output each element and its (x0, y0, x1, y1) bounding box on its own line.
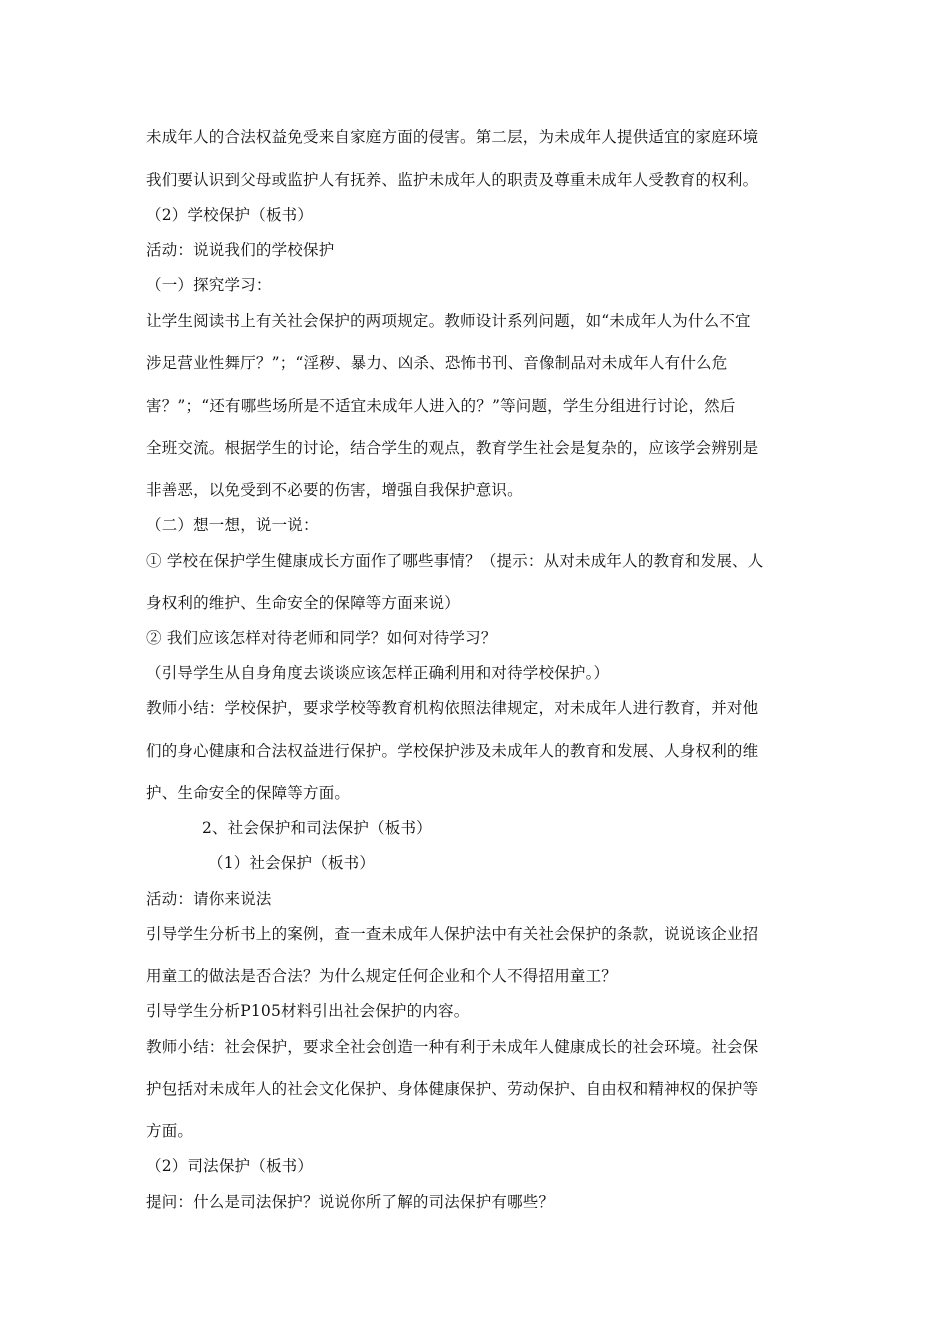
paragraph-line: 用童工的做法是否合法？为什么规定任何企业和个人不得招用童工？ (146, 967, 618, 985)
question-line: 身权利的维护、生命安全的保障等方面来说） (146, 594, 461, 612)
paragraph-line: 我们要认识到父母或监护人有抚养、监护未成年人的职责及尊重未成年人受教育的权利。 (146, 171, 759, 189)
paragraph-line: 涉足营业性舞厅？”；“淫秽、暴力、凶杀、恐怖书刊、音像制品对未成年人有什么危 (146, 354, 728, 372)
summary-line: 护、生命安全的保障等方面。 (146, 784, 351, 802)
section-heading: （1）社会保护（板书） (208, 854, 376, 872)
paragraph-line: 害？”；“还有哪些场所是不适宜未成年人进入的？”等问题，学生分组进行讨论，然后 (146, 397, 736, 415)
paragraph-line: 引导学生分析书上的案例，查一查未成年人保护法中有关社会保护的条款，说说该企业招 (146, 925, 759, 943)
subsection-heading: （二）想一想，说一说： (146, 516, 319, 534)
summary-line: 方面。 (146, 1122, 194, 1140)
summary-line: 们的身心健康和合法权益进行保护。学校保护涉及未成年人的教育和发展、人身权利的维 (146, 742, 759, 760)
summary-line: 教师小结：学校保护，要求学校等教育机构依照法律规定，对未成年人进行教育，并对他 (146, 699, 759, 717)
paragraph-line: 引导学生分析P105材料引出社会保护的内容。 (146, 1002, 470, 1020)
paragraph-line: 让学生阅读书上有关社会保护的两项规定。教师设计系列问题，如“未成年人为什么不宜 (146, 312, 751, 330)
section-heading: （2）学校保护（板书） (146, 206, 314, 224)
summary-line: 护包括对未成年人的社会文化保护、身体健康保护、劳动保护、自由权和精神权的保护等 (146, 1080, 759, 1098)
paragraph-line: 未成年人的合法权益免受来自家庭方面的侵害。第二层，为未成年人提供适宜的家庭环境 (146, 128, 759, 146)
section-heading: （2）司法保护（板书） (146, 1157, 314, 1175)
question-line: ① 学校在保护学生健康成长方面作了哪些事情？（提示：从对未成年人的教育和发展、人 (146, 552, 764, 570)
note-line: （引导学生从自身角度去谈谈应该怎样正确利用和对待学校保护。） (146, 664, 610, 682)
paragraph-line: 非善恶，以免受到不必要的伤害，增强自我保护意识。 (146, 481, 523, 499)
activity-label: 活动：说说我们的学校保护 (146, 241, 335, 259)
question-line: ② 我们应该怎样对待老师和同学？如何对待学习？ (146, 629, 497, 647)
subsection-heading: （一）探究学习： (146, 276, 272, 294)
section-heading: 2、社会保护和司法保护（板书） (202, 819, 432, 837)
paragraph-line: 全班交流。根据学生的讨论，结合学生的观点，教育学生社会是复杂的，应该学会辨别是 (146, 439, 759, 457)
activity-label: 活动：请你来说法 (146, 890, 272, 908)
question-line: 提问：什么是司法保护？说说你所了解的司法保护有哪些？ (146, 1193, 555, 1211)
summary-line: 教师小结：社会保护，要求全社会创造一种有利于未成年人健康成长的社会环境。社会保 (146, 1038, 759, 1056)
